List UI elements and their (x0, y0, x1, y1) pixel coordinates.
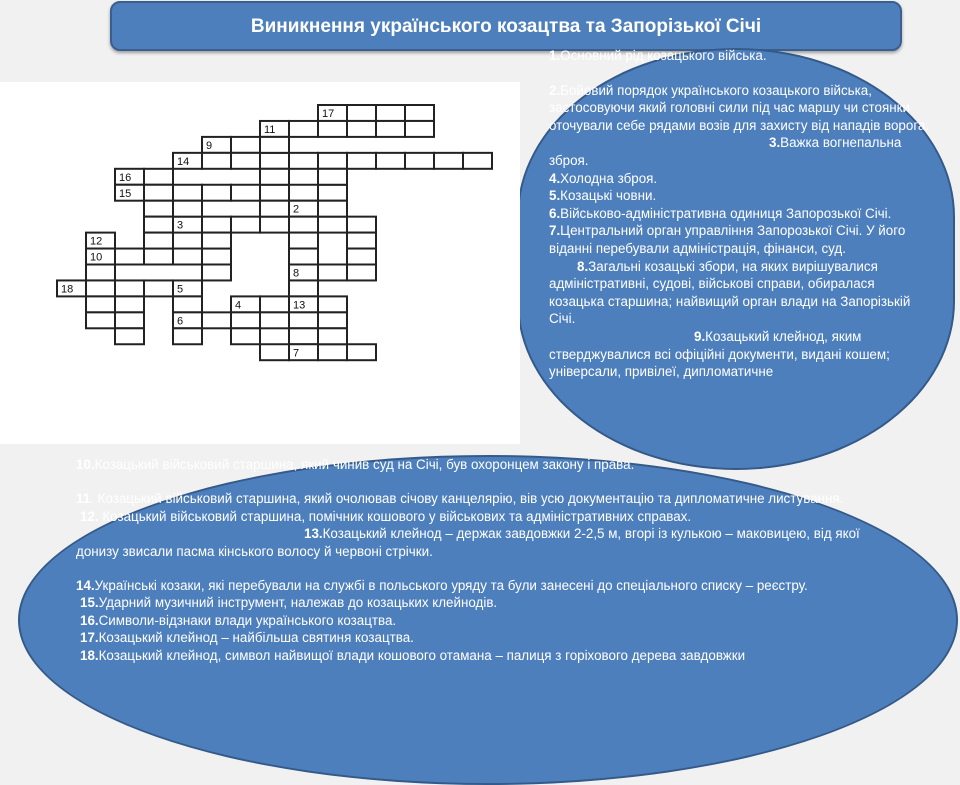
crossword-number: 3 (177, 219, 184, 232)
crossword-cell (347, 121, 376, 137)
crossword-cell (463, 153, 492, 169)
crossword-cell (289, 217, 318, 233)
crossword-cell (347, 105, 376, 121)
crossword-cell (347, 233, 376, 249)
clue-number: 4. (549, 170, 561, 186)
crossword-cell (202, 265, 231, 281)
crossword-cell (173, 328, 202, 344)
clue-6 (549, 205, 931, 223)
crossword-cell (376, 105, 405, 121)
clue-number: 13. (304, 526, 323, 542)
crossword-cell (202, 249, 231, 265)
crossword-cell (260, 217, 289, 233)
crossword-cell (202, 233, 231, 249)
crossword-cell (202, 217, 231, 233)
crossword-cell (318, 328, 347, 344)
crossword-cell (231, 185, 260, 201)
crossword-cell (260, 296, 289, 312)
crossword-number: 6 (177, 315, 184, 328)
crossword-cell (318, 185, 347, 201)
crossword-cell (289, 280, 318, 296)
crossword-cell (144, 217, 173, 233)
crossword-cell (260, 169, 289, 185)
crossword-cell (289, 233, 318, 249)
crossword-cells (57, 105, 492, 360)
clue-text: Козацький клейнод, яким стверджувалися всі офіційні документи, видані кошем; універсали, привілеї, дипломатичне (549, 328, 890, 380)
clue-number: 17. (80, 630, 99, 646)
crossword-number: 14 (177, 155, 190, 168)
bottom-clues-text (76, 456, 886, 720)
crossword-cell (144, 249, 173, 265)
clue-text: . Козацький військовий старшина, який очолював січову канцелярію, вів усю документацію та дипломатичне листування. (90, 491, 844, 507)
clue-7 (549, 222, 931, 257)
clue-number: 3. (769, 135, 781, 151)
clue-9 (549, 328, 931, 381)
clue-text: Основний рід козацького війська. (560, 48, 767, 63)
clue-text: Холодна зброя. (560, 170, 658, 186)
crossword-cell (231, 137, 260, 153)
crossword-number: 9 (206, 139, 213, 152)
clue-16 (76, 612, 886, 629)
crossword-cell (115, 328, 144, 344)
crossword-cell (231, 217, 260, 233)
crossword-cell (376, 153, 405, 169)
clue-text: Козацький клейнод, символ найвищої влади кошового отамана – палиця з горіхового дерева завдовжки (98, 647, 746, 663)
crossword-cell (202, 185, 231, 201)
clue-number: 16. (80, 612, 99, 628)
crossword-number: 5 (177, 283, 184, 296)
clue-number: 18. (80, 647, 99, 663)
crossword-cell (173, 201, 202, 217)
clue-text: Бойовий порядок українського козацького війська, застосовуючи який головні сили під час маршу чи стоянки оточували себе рядами возів для захисту від нападів ворога. (549, 82, 930, 133)
crossword-cell (289, 121, 318, 137)
clue-number: 6. (549, 205, 561, 221)
crossword-cell (347, 344, 376, 360)
clue-17 (76, 629, 886, 646)
clue-number: 10. (76, 457, 95, 472)
clue-number: 1. (549, 48, 561, 63)
clue-number: 15. (80, 595, 99, 611)
clue-8 (549, 258, 931, 328)
crossword-cell (289, 249, 318, 265)
crossword-cell (231, 328, 260, 344)
crossword-cell (376, 121, 405, 137)
crossword-cell (115, 312, 144, 328)
crossword-number: 7 (293, 347, 300, 360)
clue-4 (549, 170, 931, 188)
clue-number: 9. (694, 328, 706, 344)
crossword-cell (144, 169, 173, 185)
clue-text: Козацький клейнод – найбільша святиня козацтва. (98, 630, 414, 646)
crossword-cell (318, 217, 347, 233)
crossword-grid (0, 82, 520, 444)
crossword-cell (260, 201, 289, 217)
clue-number: 14. (76, 578, 95, 594)
crossword-number: 12 (90, 235, 103, 248)
crossword-cell (318, 265, 347, 281)
clue-15 (76, 594, 886, 611)
clue-18 (76, 647, 886, 664)
crossword-number: 15 (119, 187, 132, 200)
crossword-cell (260, 344, 289, 360)
crossword-cell (231, 153, 260, 169)
clue-13 (76, 525, 886, 560)
crossword-cell (86, 265, 115, 281)
clue-text: Козацькі човни. (560, 188, 657, 204)
crossword-cell (318, 296, 347, 312)
crossword-cell (115, 296, 144, 312)
clue-2 (549, 82, 931, 135)
crossword-cell (86, 280, 115, 296)
clue-text: Символи-відзнаки влади українського козацтва. (98, 612, 397, 628)
crossword-cell (202, 153, 231, 169)
crossword-cell (318, 312, 347, 328)
crossword-cell (173, 249, 202, 265)
crossword-cell (405, 153, 434, 169)
title-banner (110, 1, 902, 51)
crossword-cell (260, 185, 289, 201)
crossword-cell (260, 153, 289, 169)
clue-10 (76, 456, 886, 473)
crossword-cell (260, 137, 289, 153)
crossword-cell (202, 312, 231, 328)
crossword-cell (115, 249, 144, 265)
crossword-cell (260, 312, 289, 328)
clue-text: Козацький військовий старшина, який чинив суд на Січі, був охоронцем закону і права. (94, 457, 635, 472)
crossword-cell (173, 296, 202, 312)
clue-text: Важка вогнепальна зброя. (549, 135, 902, 168)
crossword-cell (434, 153, 463, 169)
clue-text: Козацький клейнод – держак завдовжки 2-2,5 м, вгорі із кулькою – маковицею, від якої донизу звисали пасма кінського волосу й червоні стрічки. (76, 526, 860, 559)
crossword-number: 2 (293, 203, 300, 216)
clue-number: 8. (577, 258, 589, 274)
clue-number: 7. (549, 223, 561, 239)
clue-text: Центральний орган управління Запорозької Січі. У його віданні перебували адміністрація, фінанси, суд. (549, 223, 906, 256)
clue-11 (76, 490, 886, 507)
crossword-cell (347, 217, 376, 233)
crossword-cell (115, 280, 144, 296)
crossword-number: 4 (235, 299, 242, 312)
clue-text: Загальні козацькі збори, на яких вирішувалися адміністративні, судові, військові справи, обиралася козацька старшина; найвищий орган влади на Запорізькій Січі. (549, 258, 911, 327)
crossword-number: 10 (90, 251, 103, 264)
crossword-cell (289, 185, 318, 201)
crossword-cell (86, 312, 115, 328)
crossword-number: 18 (61, 283, 74, 296)
crossword-number: 13 (293, 299, 306, 312)
crossword-number: 11 (264, 123, 276, 136)
right-clues-text (549, 47, 931, 465)
crossword-svg (0, 82, 520, 444)
crossword-cell (86, 296, 115, 312)
crossword-number: 16 (119, 171, 132, 184)
crossword-cell (318, 344, 347, 360)
clue-text: Ударний музичний інструмент, належав до козацьких клейнодів. (98, 595, 498, 611)
crossword-cell (347, 153, 376, 169)
clue-number: 5. (549, 188, 561, 204)
crossword-cell (318, 201, 347, 217)
crossword-cell (405, 121, 434, 137)
clue-1 (549, 47, 931, 65)
crossword-cell (289, 312, 318, 328)
clue-text: Козацький військовий старшина, помічник кошового у військових та адміністративних справах. (98, 508, 692, 524)
crossword-cell (289, 328, 318, 344)
clue-5 (549, 187, 931, 205)
crossword-cell (318, 121, 347, 137)
clue-number: 11 (76, 491, 91, 507)
crossword-cell (173, 185, 202, 201)
crossword-cell (347, 249, 376, 265)
clue-number: 12. (80, 508, 99, 524)
crossword-cell (144, 201, 173, 217)
clue-number: 2. (549, 82, 561, 98)
crossword-number: 8 (293, 267, 300, 280)
crossword-cell (144, 233, 173, 249)
clue-14 (76, 577, 886, 594)
crossword-number: 17 (322, 108, 335, 120)
crossword-cell (144, 280, 173, 296)
crossword-cell (347, 265, 376, 281)
clue-3 (549, 134, 931, 169)
crossword-cell (318, 169, 347, 185)
crossword-cell (405, 105, 434, 121)
clue-12 (76, 508, 886, 525)
clue-text: Українські козаки, які перебували на службі в польського уряду та були занесені до спеціального списку – реєстру. (94, 578, 808, 594)
crossword-cell (144, 185, 173, 201)
page-title: Виникнення українського козацтва та Запорізької Січі (250, 16, 762, 37)
crossword-cell (318, 153, 347, 169)
clue-text: Військово-адміністративна одиниця Запорозької Січі. (560, 205, 892, 221)
crossword-cell (289, 153, 318, 169)
crossword-cell (231, 312, 260, 328)
